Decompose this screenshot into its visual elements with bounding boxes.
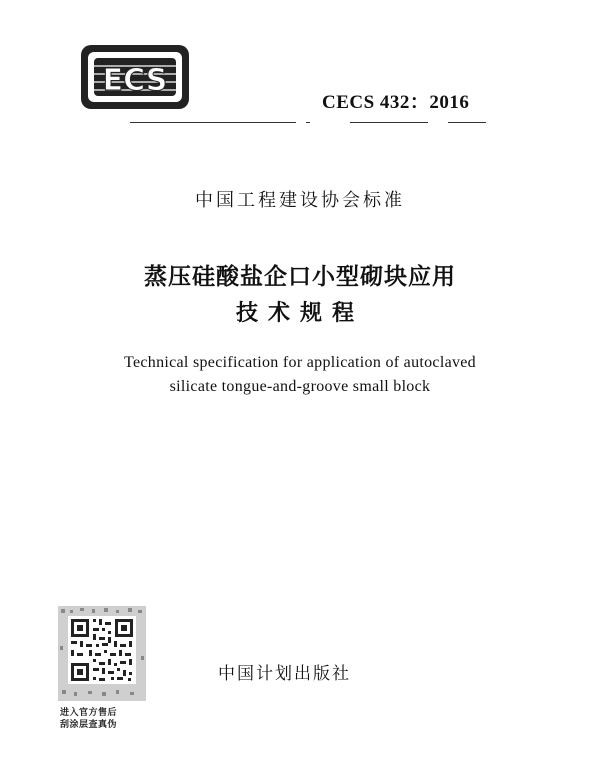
title-en-line1: Technical specification for application of autoclaved — [124, 354, 476, 371]
header-rule-1 — [130, 122, 296, 123]
ecs-logo — [80, 44, 190, 110]
header-rule-3 — [350, 122, 428, 123]
qr-code — [58, 606, 146, 701]
logo-text: ECS — [102, 63, 168, 98]
header-rule-4 — [448, 122, 486, 123]
title-en-line2: silicate tongue-and-groove small block — [169, 378, 431, 395]
qr-caption-line1: 进入官方售后 — [60, 708, 118, 718]
association-name: 中国工程建设协会标准 — [195, 190, 405, 211]
standard-code: CECS 432：2016 — [322, 92, 470, 113]
publisher-name: 中国计划出版社 — [218, 664, 351, 684]
title-cn-line2: 技术规程 — [235, 301, 364, 326]
title-cn-line1: 蒸压硅酸盐企口小型砌块应用 — [144, 264, 456, 290]
header-rule-2 — [306, 122, 310, 123]
qr-caption-line2: 刮涂层查真伪 — [60, 720, 118, 730]
